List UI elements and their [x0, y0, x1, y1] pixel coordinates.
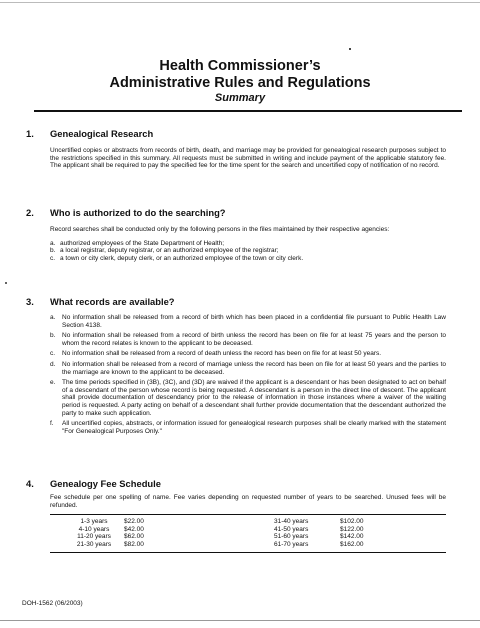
section-heading [26, 296, 446, 308]
fee-amount: $122.00 [340, 525, 364, 533]
form-number: DOH-1562 (06/2003) [22, 600, 83, 607]
fee-amount: $22.00 [124, 518, 144, 526]
header-divider [34, 110, 462, 112]
section-number: 4. [26, 478, 34, 489]
fee-amount: $42.00 [124, 525, 144, 533]
section-title: What records are available? [50, 296, 175, 307]
section-title: Genealogical Research [50, 128, 154, 139]
title-line-1: Health Commissioner’s [159, 58, 321, 74]
list-item: a. authorized employees of the State Department of Health; [50, 239, 225, 247]
section-heading [26, 207, 446, 219]
fee-amount: $82.00 [124, 540, 144, 548]
section-title: Genealogy Fee Schedule [50, 478, 161, 489]
section-body: Uncertified copies or abstracts from records of birth, death, and marriage may be provided for genealogical research purposes subject to the restrictions specified in this summary. All requests must be submitted in writing and include payment of the applicable statutory fee. The applicant shall be required to pay the specified fee for the time spent for the search and uncertified copy of notification of no record. [50, 147, 446, 170]
top-scan-line [0, 2, 480, 3]
fee-range: 11-20 years [77, 533, 111, 541]
fee-amount: $142.00 [340, 533, 364, 541]
fee-amount: $162.00 [340, 540, 364, 548]
section-genealogical-research [26, 128, 446, 170]
records-list [50, 314, 446, 435]
section-title: Who is authorized to do the searching? [50, 207, 226, 218]
margin-speck [5, 282, 7, 284]
section-body: Record searches shall be conducted only by the following persons in the files maintained by their respective agencies: [50, 226, 390, 233]
section-records-available [26, 296, 446, 438]
fee-column-left [64, 518, 234, 548]
section-body: Fee schedule per one spelling of name. Fee varies depending on requested number of years to be searched. Unused fees will be refunded. [50, 494, 446, 509]
title-line-2: Administrative Rules and Regulations [109, 75, 371, 91]
scan-speck [349, 48, 351, 50]
document-header [0, 58, 480, 105]
list-item: e. The time periods specified in (3B), (3C), and (3D) are waived if the applicant is a descendant or has been designated to act on behalf of a descendant of the person whose record is being requested. A descendant is a person in the direct line of descent. The applicant shall provide documentation of descendancy prior to the release of information in those instances where a waiver of the waiting period is requested. A party acting on behalf of a descendant shall further provide documentation that the descendant authorized the party to make such application. [50, 379, 446, 417]
section-number: 2. [26, 207, 34, 218]
fee-range: 61-70 years [274, 540, 309, 548]
list-item: b. No information shall be released from a record of birth unless the record has been on file for at least 75 years and the person to whom the record relates is known to the applicant to be deceased. [50, 332, 446, 347]
fee-amount: $62.00 [124, 533, 144, 541]
bottom-scan-line [0, 620, 480, 621]
fee-range: 1-3 years [80, 518, 108, 526]
fee-range: 4-10 years [78, 525, 110, 533]
list-item: d. No information shall be released from a record of marriage unless the record has been on file for at least 50 years and the parties to the marriage are known to the applicant to be deceased. [50, 360, 446, 376]
list-item: a. No information shall be released from a record of birth which has been placed in a confidential file pursuant to Public Health Law Section 4138. [50, 314, 446, 329]
fee-range: 21-30 years [76, 540, 112, 548]
list-item: b. a local registrar, deputy registrar, or an authorized employee of the registrar; [50, 247, 279, 255]
fee-range: 41-50 years [274, 525, 309, 533]
fee-range: 51-60 years [274, 533, 309, 541]
section-number: 3. [26, 296, 34, 307]
subtitle: Summary [214, 92, 266, 104]
fee-table [50, 514, 446, 552]
section-heading [26, 478, 446, 490]
section-who-is-authorized [26, 207, 446, 262]
fee-range: 31-40 years [274, 518, 309, 526]
section-fee-schedule [26, 478, 446, 553]
list-item: c. a town or city clerk, deputy clerk, or an authorized employee of the town or city clerk. [50, 254, 304, 262]
fee-amount: $102.00 [340, 518, 364, 526]
section-number: 1. [26, 128, 34, 139]
list-item: f. All uncertified copies, abstracts, or information issued for genealogical research purposes shall be clearly marked with the statement "For Genealogical Purposes Only." [50, 420, 446, 435]
list-item: c. No information shall be released from a record of death unless the record has been on file for at least 50 years. [50, 350, 382, 358]
authorized-persons-list [50, 240, 446, 263]
fee-column-right [274, 518, 400, 548]
section-heading [26, 128, 446, 140]
